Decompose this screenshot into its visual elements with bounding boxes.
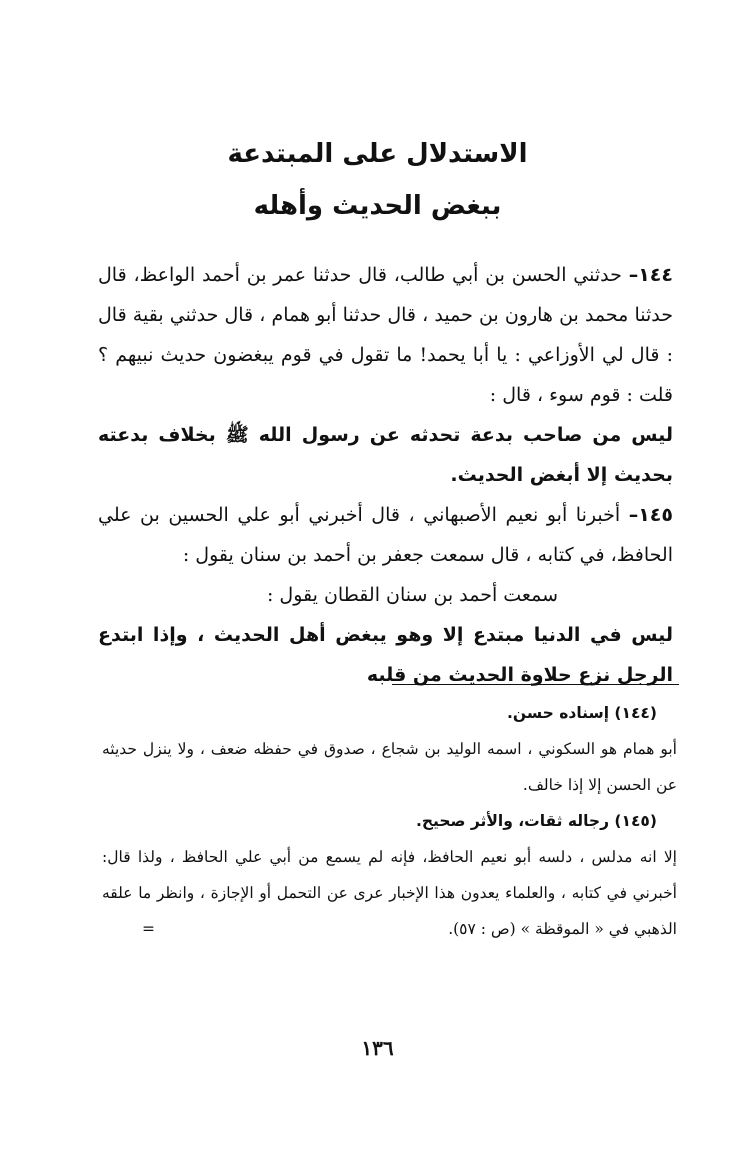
entry-145-narration: سمعت أحمد بن سنان القطان يقول : [266, 584, 558, 606]
footnote-separator [392, 684, 679, 685]
entry-145-quote: ليس في الدنيا مبتدع إلا وهو يبغض أهل الحديث ، وإذا ابتدع الرجل نزع حلاوة الحديث من قلبه [98, 624, 673, 686]
entry-number: ١٤٤– [628, 264, 673, 286]
heading-line-2: ببغض الحديث وأهله [253, 191, 502, 221]
footnote-144-head: (١٤٤) إسناده حسن. [507, 704, 657, 722]
entry-145 [98, 495, 673, 575]
heading-line-1: الاستدلال على المبتدعة [227, 139, 528, 169]
entry-text: حدثني الحسن بن أبي طالب، قال حدثنا عمر بن أحمد الواعظ، قال حدثنا محمد بن هارون بن حميد ، قال حدثنا أبو همام ، قال حدثني بقية قال : قال لي الأوزاعي : يا أبا يحمد! ما تقول في قوم يبغضون حديث نبيهم ؟ قلت : قوم سوء ، قال : [98, 264, 673, 406]
footnote-145-body [102, 839, 677, 947]
entry-text: أخبرنا أبو نعيم الأصبهاني ، قال أخبرني أبو علي الحسين بن علي الحافظ، في كتابه ، قال سمعت جعفر بن أحمد بن سنان يقول : [98, 504, 673, 566]
entry-144-quote: ليس من صاحب بدعة تحدثه عن رسول الله ﷺ بخلاف بدعته بحديث إلا أبغض الحديث. [98, 424, 673, 486]
entry-number: ١٤٥– [628, 504, 673, 526]
footnote-145-head: (١٤٥) رجاله ثقات، والأثر صحيح. [415, 812, 657, 830]
footnote-144-text: أبو همام هو السكوني ، اسمه الوليد بن شجاع ، صدوق في حفظه ضعف ، ولا ينزل حديثه عن الحسن إلا إذا خالف. [102, 740, 677, 794]
continuation-mark: = [142, 920, 155, 938]
page-number: ١٣٦ [361, 1036, 394, 1060]
chapter-heading [0, 128, 755, 232]
footnote-145-text: إلا انه مدلس ، دلسه أبو نعيم الحافظ، فإنه لم يسمع من أبي علي الحافظ ، ولذا قال: أخبرني في كتابه ، والعلماء يعدون هذا الإخبار عرى عن التحمل أو الإجازة ، وانظر ما علقه الذهبي في « الموقظة » (ص : ٥٧). [102, 848, 677, 938]
main-text [98, 255, 673, 695]
entry-144 [98, 255, 673, 415]
footnotes [102, 695, 677, 947]
